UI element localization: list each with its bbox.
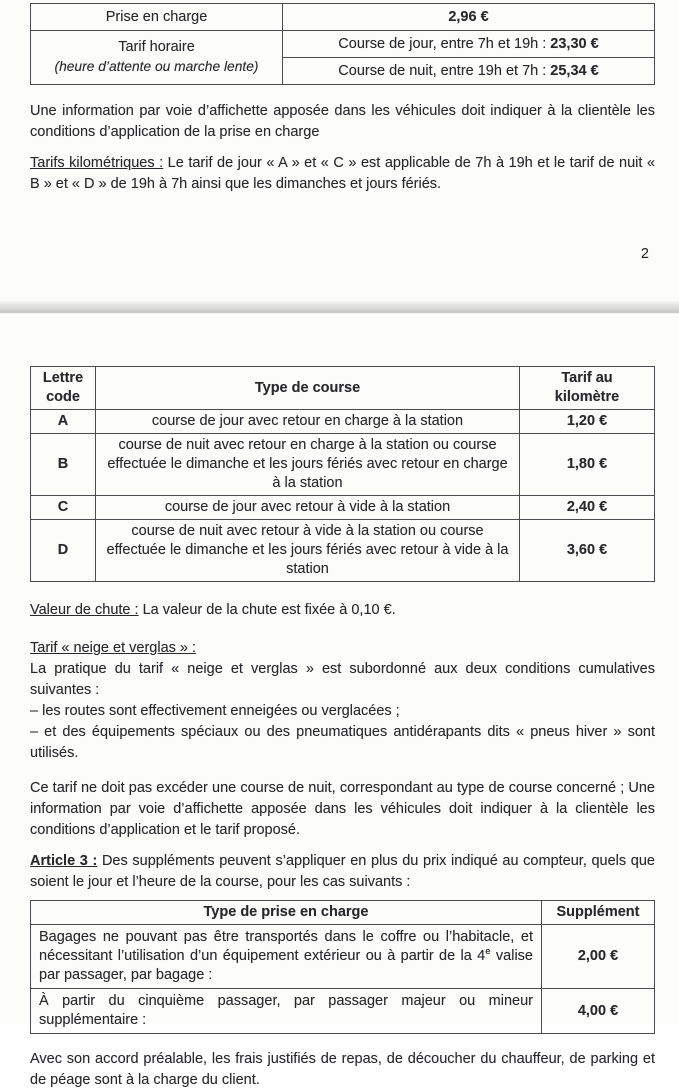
course-type-cell: course de jour avec retour à vide à la station: [96, 496, 520, 520]
tarif-horaire-note: (heure d’attente ou marche lente): [54, 59, 259, 74]
header-supplement: Supplément: [542, 901, 655, 925]
ordinal-superscript: e: [485, 946, 491, 958]
list-item-routes-enneigees: – les routes sont effectivement enneigées ou verglacées ;: [30, 703, 400, 719]
header-tarif-kilometre: Tarif au kilomètre: [520, 367, 655, 410]
table-row: [31, 434, 655, 496]
course-type-cell: course de jour avec retour en charge à la station: [96, 410, 520, 434]
tarifs-km-body: Le tarif de jour « A » et « C » est applicable de 7h à 19h et le tarif de nuit « B » et « D » de 19h à 7h ainsi que les dimanches et jours fériés.: [30, 155, 656, 192]
table-header-row: [31, 367, 655, 410]
paragraph-neige-limite: Ce tarif ne doit pas excéder une course de nuit, correspondant au type de course concerné ; Une information par voie d’affichette apposée dans les véhicules doit indiquer à la clientèle les conditions d’application et le tarif proposé.: [30, 780, 655, 838]
paragraph-valeur-de-chute: [30, 600, 655, 621]
list-item-pneus-hiver: – et des équipements spéciaux ou des pneumatiques antidérapants dits « pneus hiver » sont utilisés.: [30, 724, 655, 761]
table-header-row: [31, 901, 655, 925]
pricing-label-cell: Prise en charge: [31, 4, 283, 31]
header-type-de-course: Type de course: [96, 367, 520, 410]
article-3-body: Des suppléments peuvent s’appliquer en plus du prix indiqué au compteur, quels que soient le jour et l’heure de la course, pour les cas suivants :: [30, 853, 655, 890]
supplement-desc-cell: À partir du cinquième passager, par passager majeur ou mineur supplémentaire :: [31, 989, 542, 1034]
code-cell: B: [31, 434, 96, 496]
table-row: [31, 410, 655, 434]
day-rate-value: 23,30 €: [550, 35, 599, 52]
bagages-desc-part1: Bagages ne pouvant pas être transportés dans le coffre ou l’habitacle, et nécessitant l’utilisation d’un équipement extérieur ou à partir de la 4: [39, 929, 533, 964]
day-rate-prefix: Course de jour, entre 7h et 19h :: [338, 35, 551, 52]
supplement-desc-cell: [31, 925, 542, 989]
rate-cell: 3,60 €: [520, 520, 655, 582]
rate-cell: 1,20 €: [520, 410, 655, 434]
pricing-table: [30, 3, 655, 85]
code-cell: D: [31, 520, 96, 582]
table-row: [31, 989, 655, 1034]
paragraph-accord-prealable: Avec son accord préalable, les frais justifiés de repas, de découcher du chauffeur, de parking et de péage sont à la charge du client.: [30, 1051, 655, 1088]
supplement-amount-cell: 4,00 €: [542, 989, 655, 1034]
page-number: 2: [640, 246, 649, 262]
page-break-divider: [0, 301, 679, 314]
supplements-table: [30, 900, 655, 1034]
header-type-prise-en-charge: Type de prise en charge: [31, 901, 542, 925]
course-type-cell: course de nuit avec retour en charge à la station ou course effectuée le dimanche et les jours fériés avec retour en charge à la station: [96, 434, 520, 496]
pricing-value-cell: [283, 31, 655, 58]
table-row: [31, 496, 655, 520]
night-rate-prefix: Course de nuit, entre 19h et 7h :: [338, 62, 551, 79]
table-row: [31, 4, 655, 31]
table-row: [31, 925, 655, 989]
pricing-label-cell: [31, 31, 283, 85]
paragraph-tarifs-kilometriques: [30, 153, 655, 195]
header-lettre-code: Lettre code: [31, 367, 96, 410]
valeur-chute-body: La valeur de la chute est fixée à 0,10 €.: [138, 602, 396, 618]
night-rate-value: 25,34 €: [550, 62, 599, 79]
rate-cell: 2,40 €: [520, 496, 655, 520]
kilometric-rates-table: [30, 366, 655, 582]
bagages-desc-part2: valise par passager, par bagage :: [39, 948, 533, 983]
code-cell: A: [31, 410, 96, 434]
course-type-cell: course de nuit avec retour à vide à la station ou course effectuée le dimanche et les jours fériés avec retour à vide à la station: [96, 520, 520, 582]
valeur-chute-lead: Valeur de chute :: [30, 602, 139, 618]
tarifs-km-lead: Tarifs kilométriques :: [30, 155, 164, 171]
paragraph-article-3: [30, 851, 655, 893]
tarif-horaire-label: Tarif horaire: [118, 39, 195, 55]
table-row: [31, 31, 655, 58]
paragraph-neige-intro: La pratique du tarif « neige et verglas » est subordonné aux deux conditions cumulatives suivantes :: [30, 661, 655, 698]
pricing-value-cell: 2,96 €: [283, 4, 655, 31]
table-row: [31, 520, 655, 582]
rate-cell: 1,80 €: [520, 434, 655, 496]
heading-tarif-neige-verglas: Tarif « neige et verglas » :: [30, 640, 197, 656]
paragraph-affichette: Une information par voie d’affichette apposée dans les véhicules doit indiquer à la clientèle les conditions d’application de la prise en charge: [30, 103, 655, 140]
supplement-amount-cell: 2,00 €: [542, 925, 655, 989]
article-3-lead: Article 3 :: [30, 853, 98, 869]
pricing-value-cell: [283, 58, 655, 85]
code-cell: C: [31, 496, 96, 520]
